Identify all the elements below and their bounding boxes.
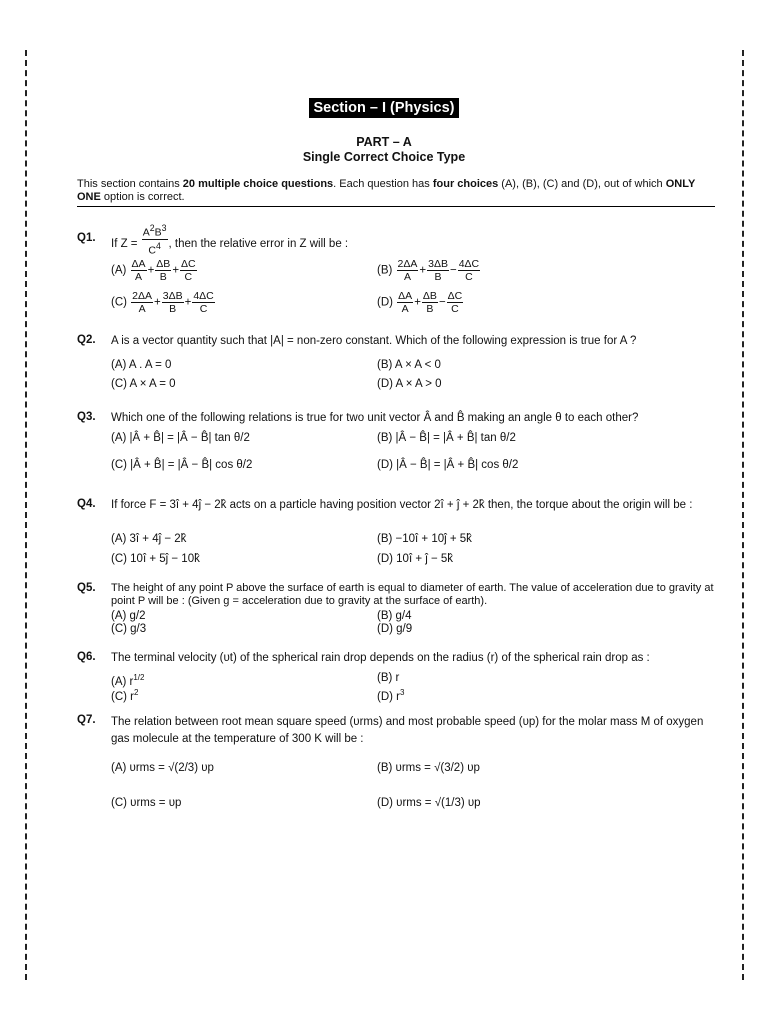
- option-d[interactable]: (D) |Â − B̂| = |Â + B̂| cos θ/2: [377, 459, 519, 471]
- question-text: The terminal velocity (υt) of the spherical rain drop depends on the radius (r) of the spherical rain drop as :: [111, 652, 650, 664]
- option-d[interactable]: (D) $r^3$: [377, 688, 405, 703]
- option-c[interactable]: (C) $\frac{2\Delta A}{A}$ + $\frac{3\Delta B}{B}$ + $\frac{4\Delta C}{C}$: [111, 290, 214, 315]
- option-b[interactable]: (B) |Â − B̂| = |Â + B̂| tan θ/2: [377, 432, 516, 444]
- part-heading: [0, 135, 768, 165]
- option-c[interactable]: (C) g/3: [111, 623, 147, 635]
- option-c[interactable]: (C) υrms = υp: [111, 797, 182, 809]
- question-number: Q1.: [77, 232, 96, 244]
- question-text: If force F = 3î + 4ĵ − 2k̂ acts on a particle having position vector 2î + ĵ + 2k̂ then, the torque about the origin will be :: [111, 499, 693, 511]
- option-c[interactable]: (C) 10î + 5ĵ − 10k̂: [111, 553, 200, 565]
- question-text: The height of any point P above the surface of earth is equal to diameter of earth. The value of acceleration due to gravity at point P will be : (Given g = acceleration due to gravity at the surface of earth).: [111, 582, 714, 607]
- divider: [77, 206, 715, 207]
- option-a[interactable]: (A) υrms = √(2/3) υp: [111, 762, 214, 774]
- question-number: Q6.: [77, 651, 96, 663]
- option-d[interactable]: (D) 10î + ĵ − 5k̂: [377, 553, 454, 565]
- instructions: This section contains 20 multiple choice questions. Each question has four choices (A), (B), (C) and (D), out of which ONLY ONE option is correct.: [77, 178, 696, 203]
- right-margin-dashed-line: [742, 50, 744, 980]
- option-b[interactable]: (B) υrms = √(3/2) υp: [377, 762, 480, 774]
- option-a[interactable]: (A) g/2: [111, 610, 146, 622]
- option-d[interactable]: (D) υrms = √(1/3) υp: [377, 797, 481, 809]
- option-b[interactable]: (B) g/4: [377, 610, 412, 622]
- option-d[interactable]: (D) $\frac{\Delta A}{A}$ + $\frac{\Delta B}{B}$ − $\frac{\Delta C}{C}$: [377, 290, 463, 315]
- question-number: Q2.: [77, 334, 96, 346]
- question-number: Q7.: [77, 714, 96, 726]
- option-a[interactable]: (A) 3î + 4ĵ − 2k̂: [111, 533, 187, 545]
- option-c[interactable]: (C) |Â + B̂| = |Â − B̂| cos θ/2: [111, 459, 253, 471]
- question-text: If Z = $\frac{A^2B^3}{C^4}$ , then the relative error in Z will be :: [111, 223, 349, 256]
- question-text: A is a vector quantity such that |A| = non-zero constant. Which of the following expression is true for A ?: [111, 335, 637, 347]
- option-a[interactable]: (A) |Â + B̂| = |Â − B̂| tan θ/2: [111, 432, 250, 444]
- option-a[interactable]: (A) $\frac{\Delta A}{A}$ + $\frac{\Delta B}{B}$ + $\frac{\Delta C}{C}$: [111, 258, 196, 283]
- part-subtitle: Single Correct Choice Type: [302, 150, 466, 164]
- option-b[interactable]: (B) −10î + 10ĵ + 5k̂: [377, 533, 472, 545]
- part-label: PART – A: [356, 135, 412, 149]
- option-a[interactable]: (A) A . A = 0: [111, 359, 172, 371]
- question-number: Q5.: [77, 582, 96, 594]
- question-number: Q4.: [77, 498, 96, 510]
- question-number: Q3.: [77, 411, 96, 423]
- option-c[interactable]: (C) $r^2$: [111, 688, 139, 703]
- option-b[interactable]: (B) $\frac{2\Delta A}{A}$ + $\frac{3\Delta B}{B}$ − $\frac{4\Delta C}{C}$: [377, 258, 480, 283]
- section-title: Section – I (Physics): [0, 100, 768, 116]
- question-text: Which one of the following relations is true for two unit vector Â and B̂ making an angle θ to each other?: [111, 412, 639, 424]
- option-b[interactable]: (B) r: [377, 672, 400, 684]
- option-d[interactable]: (D) A × A > 0: [377, 378, 442, 390]
- option-b[interactable]: (B) A × A < 0: [377, 359, 441, 371]
- option-d[interactable]: (D) g/9: [377, 623, 413, 635]
- left-margin-dashed-line: [25, 50, 27, 980]
- question-text: The relation between root mean square speed (υrms) and most probable speed (υp) for the molar mass M of oxygen gas molecule at the temperature of 300 K will be :: [111, 716, 704, 745]
- option-a[interactable]: (A) $r^{1/2}$: [111, 673, 145, 688]
- option-c[interactable]: (C) A × A = 0: [111, 378, 176, 390]
